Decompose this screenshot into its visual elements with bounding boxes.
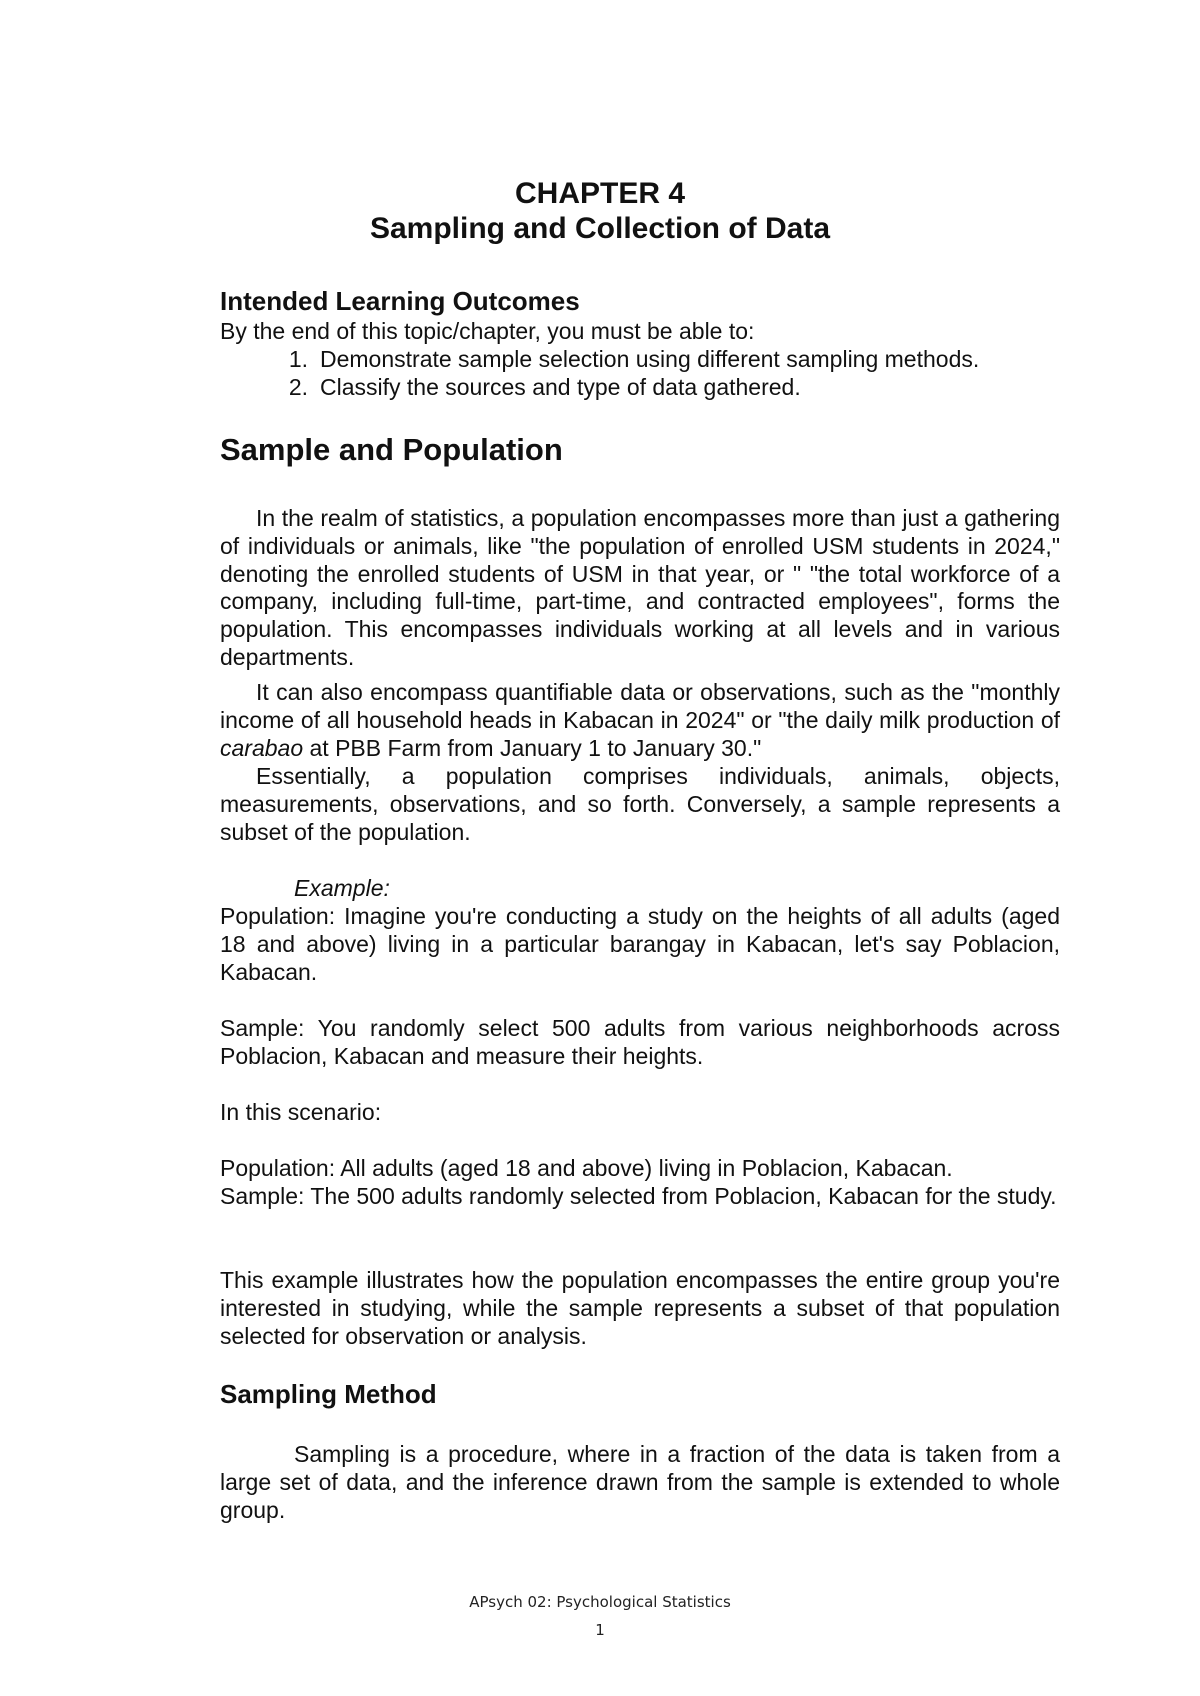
text-run: It can also encompass quantifiable data or observations, such as the "monthly income of all household heads in Kabacan in 2024" or "the daily milk production of xyxy=(220,679,1060,733)
example-label-text: Example: xyxy=(294,875,390,901)
list-item-text: Demonstrate sample selection using different sampling methods. xyxy=(320,346,980,372)
list-item-number: 1. xyxy=(288,346,308,372)
chapter-number: CHAPTER 4 xyxy=(514,177,686,210)
section-heading-sample-population: Sample and Population xyxy=(220,432,563,467)
example-label xyxy=(220,875,1060,903)
list-item xyxy=(220,346,1060,374)
list-item xyxy=(220,374,1060,402)
ilo-intro: By the end of this topic/chapter, you must be able to: xyxy=(220,318,755,344)
footer-course: APsych 02: Psychological Statistics xyxy=(469,1593,731,1611)
ilo-list xyxy=(220,346,1060,402)
example-population: Population: Imagine you're conducting a study on the heights of all adults (aged 18 and above) living in a particular barangay in Kabacan, let's say Poblacion, Kabacan. xyxy=(220,903,1060,985)
scenario-population: Population: All adults (aged 18 and above) living in Poblacion, Kabacan. xyxy=(220,1155,953,1181)
footer-page-number: 1 xyxy=(595,1621,605,1639)
italic-term: carabao xyxy=(220,734,304,761)
example-sample: Sample: You randomly select 500 adults from various neighborhoods across Poblacion, Kabacan and measure their heights. xyxy=(220,1015,1060,1069)
text-run: at PBB Farm from January 1 to January 30." xyxy=(303,734,762,761)
paragraph-population-definition: In the realm of statistics, a population encompasses more than just a gathering of individuals or animals, like "the population of enrolled USM students in 2024," denoting the enrolled students of USM in that year, or " "the total workforce of a company, including full-time, part-time, and contracted employees", forms the population. This encompasses individuals working at all levels and in various departments. xyxy=(220,505,1060,670)
paragraph-conclusion: This example illustrates how the population encompasses the entire group you're interested in studying, while the sample represents a subset of that population selected for observation or analysis. xyxy=(220,1267,1060,1349)
list-item-text: Classify the sources and type of data gathered. xyxy=(320,373,801,400)
ilo-heading: Intended Learning Outcomes xyxy=(220,286,580,316)
paragraph-quantifiable-data xyxy=(220,679,1060,762)
chapter-title: Sampling and Collection of Data xyxy=(369,212,831,245)
scenario-label: In this scenario: xyxy=(220,1099,382,1125)
list-item-number: 2. xyxy=(288,373,308,400)
section-heading-sampling-method: Sampling Method xyxy=(220,1379,437,1409)
paragraph-sample-definition: Essentially, a population comprises individuals, animals, objects, measurements, observations, and so forth. Conversely, a sample represents a subset of the population. xyxy=(220,763,1060,845)
scenario-sample: Sample: The 500 adults randomly selected from Poblacion, Kabacan for the study. xyxy=(220,1183,1057,1209)
paragraph-sampling-definition: Sampling is a procedure, where in a fraction of the data is taken from a large set of data, and the inference drawn from the sample is extended to whole group. xyxy=(220,1441,1060,1523)
